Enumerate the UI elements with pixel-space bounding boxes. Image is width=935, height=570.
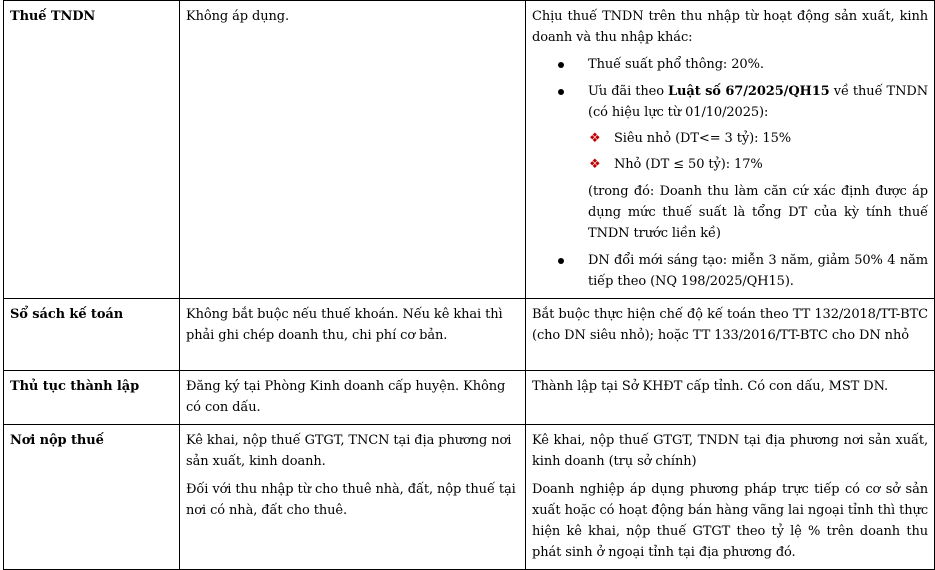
rate-small: Nhỏ (DT ≤ 50 tỷ): 17% — [614, 157, 763, 172]
enterprise-tax-place-p1: Kê khai, nộp thuế GTGT, TNDN tại địa phương nơi sản xuất, kinh doanh (trụ sở chính) — [532, 433, 928, 469]
tndn-incentive-prefix: Ưu đãi theo — [588, 84, 668, 99]
comparison-table — [3, 0, 935, 570]
table-row-tndn — [4, 1, 935, 299]
law-reference: Luật số 67/2025/QH15 — [668, 84, 830, 99]
enterprise-cell-accounting — [526, 299, 935, 371]
household-cell-accounting: Không bắt buộc nếu thuế khoán. Nếu kê khai thì phải ghi chép doanh thu, chi phí cơ bản. — [180, 299, 526, 371]
rate-micro: Siêu nhỏ (DT<= 3 tỷ): 15% — [614, 131, 791, 146]
list-item — [532, 250, 928, 292]
innovation-incentive: DN đổi mới sáng tạo: miễn 3 năm, giảm 50% 4 năm tiếp theo (NQ 198/2025/QH15). — [588, 253, 928, 289]
table-row-tax-place — [4, 425, 935, 570]
household-cell-setup: Đăng ký tại Phòng Kinh doanh cấp huyện. Không có con dấu. — [180, 371, 526, 425]
tndn-rate-sublist — [588, 128, 928, 175]
diamond-bullet-icon: ❖ — [589, 131, 601, 146]
household-tax-place-p1: Kê khai, nộp thuế GTGT, TNCN tại địa phương nơi sản xuất, kinh doanh. — [186, 433, 512, 469]
tndn-incentive-suffix: về thuế TNDN (có hiệu lực từ 01/10/2025): — [588, 84, 928, 120]
diamond-bullet-icon: ❖ — [589, 157, 601, 172]
table-row-accounting — [4, 299, 935, 371]
enterprise-cell-tndn — [526, 1, 935, 299]
list-item — [532, 54, 928, 75]
household-cell-tndn: Không áp dụng. — [180, 1, 526, 299]
tndn-intro: Chịu thuế TNDN trên thu nhập từ hoạt động sản xuất, kinh doanh và thu nhập khác: — [532, 9, 928, 45]
row-label-accounting: Sổ sách kế toán — [4, 299, 180, 371]
enterprise-cell-tax-place — [526, 425, 935, 570]
row-label-setup: Thủ tục thành lập — [4, 371, 180, 425]
bullet-icon — [558, 258, 564, 264]
tndn-standard-rate: Thuế suất phổ thông: 20%. — [588, 57, 764, 72]
row-label-tndn: Thuế TNDN — [4, 1, 180, 299]
bullet-icon — [558, 89, 564, 95]
row-label-tax-place: Nơi nộp thuế — [4, 425, 180, 570]
household-cell-tax-place — [180, 425, 526, 570]
tndn-bullet-list — [532, 54, 928, 292]
revenue-note: (trong đó: Doanh thu làm căn cứ xác định được áp dụng mức thuế suất là tổng DT của kỳ tính thuế TNDN trước liền kề) — [588, 184, 928, 241]
list-item — [532, 81, 928, 244]
household-tax-place-p2: Đối với thu nhập từ cho thuê nhà, đất, nộp thuế tại nơi có nhà, đất cho thuê. — [186, 482, 516, 518]
enterprise-tax-place-p2: Doanh nghiệp áp dụng phương pháp trực tiếp có cơ sở sản xuất hoặc có hoạt động bán hàng vãng lai ngoại tỉnh thì thực hiện kê khai, nộp thuế GTGT theo tỷ lệ % trên doanh thu phát sinh ở ngoại tỉnh tại địa phương đó. — [532, 482, 928, 560]
enterprise-cell-setup: Thành lập tại Sở KHĐT cấp tỉnh. Có con dấu, MST DN. — [526, 371, 935, 425]
bullet-icon — [558, 62, 564, 68]
list-item — [588, 154, 928, 175]
accounting-text: Bắt buộc thực hiện chế độ kế toán theo TT 132/2018/TT-BTC (cho DN siêu nhỏ); hoặc TT 133/2016/TT-BTC cho DN nhỏ — [532, 307, 928, 343]
table-row-setup — [4, 371, 935, 425]
list-item — [588, 128, 928, 149]
